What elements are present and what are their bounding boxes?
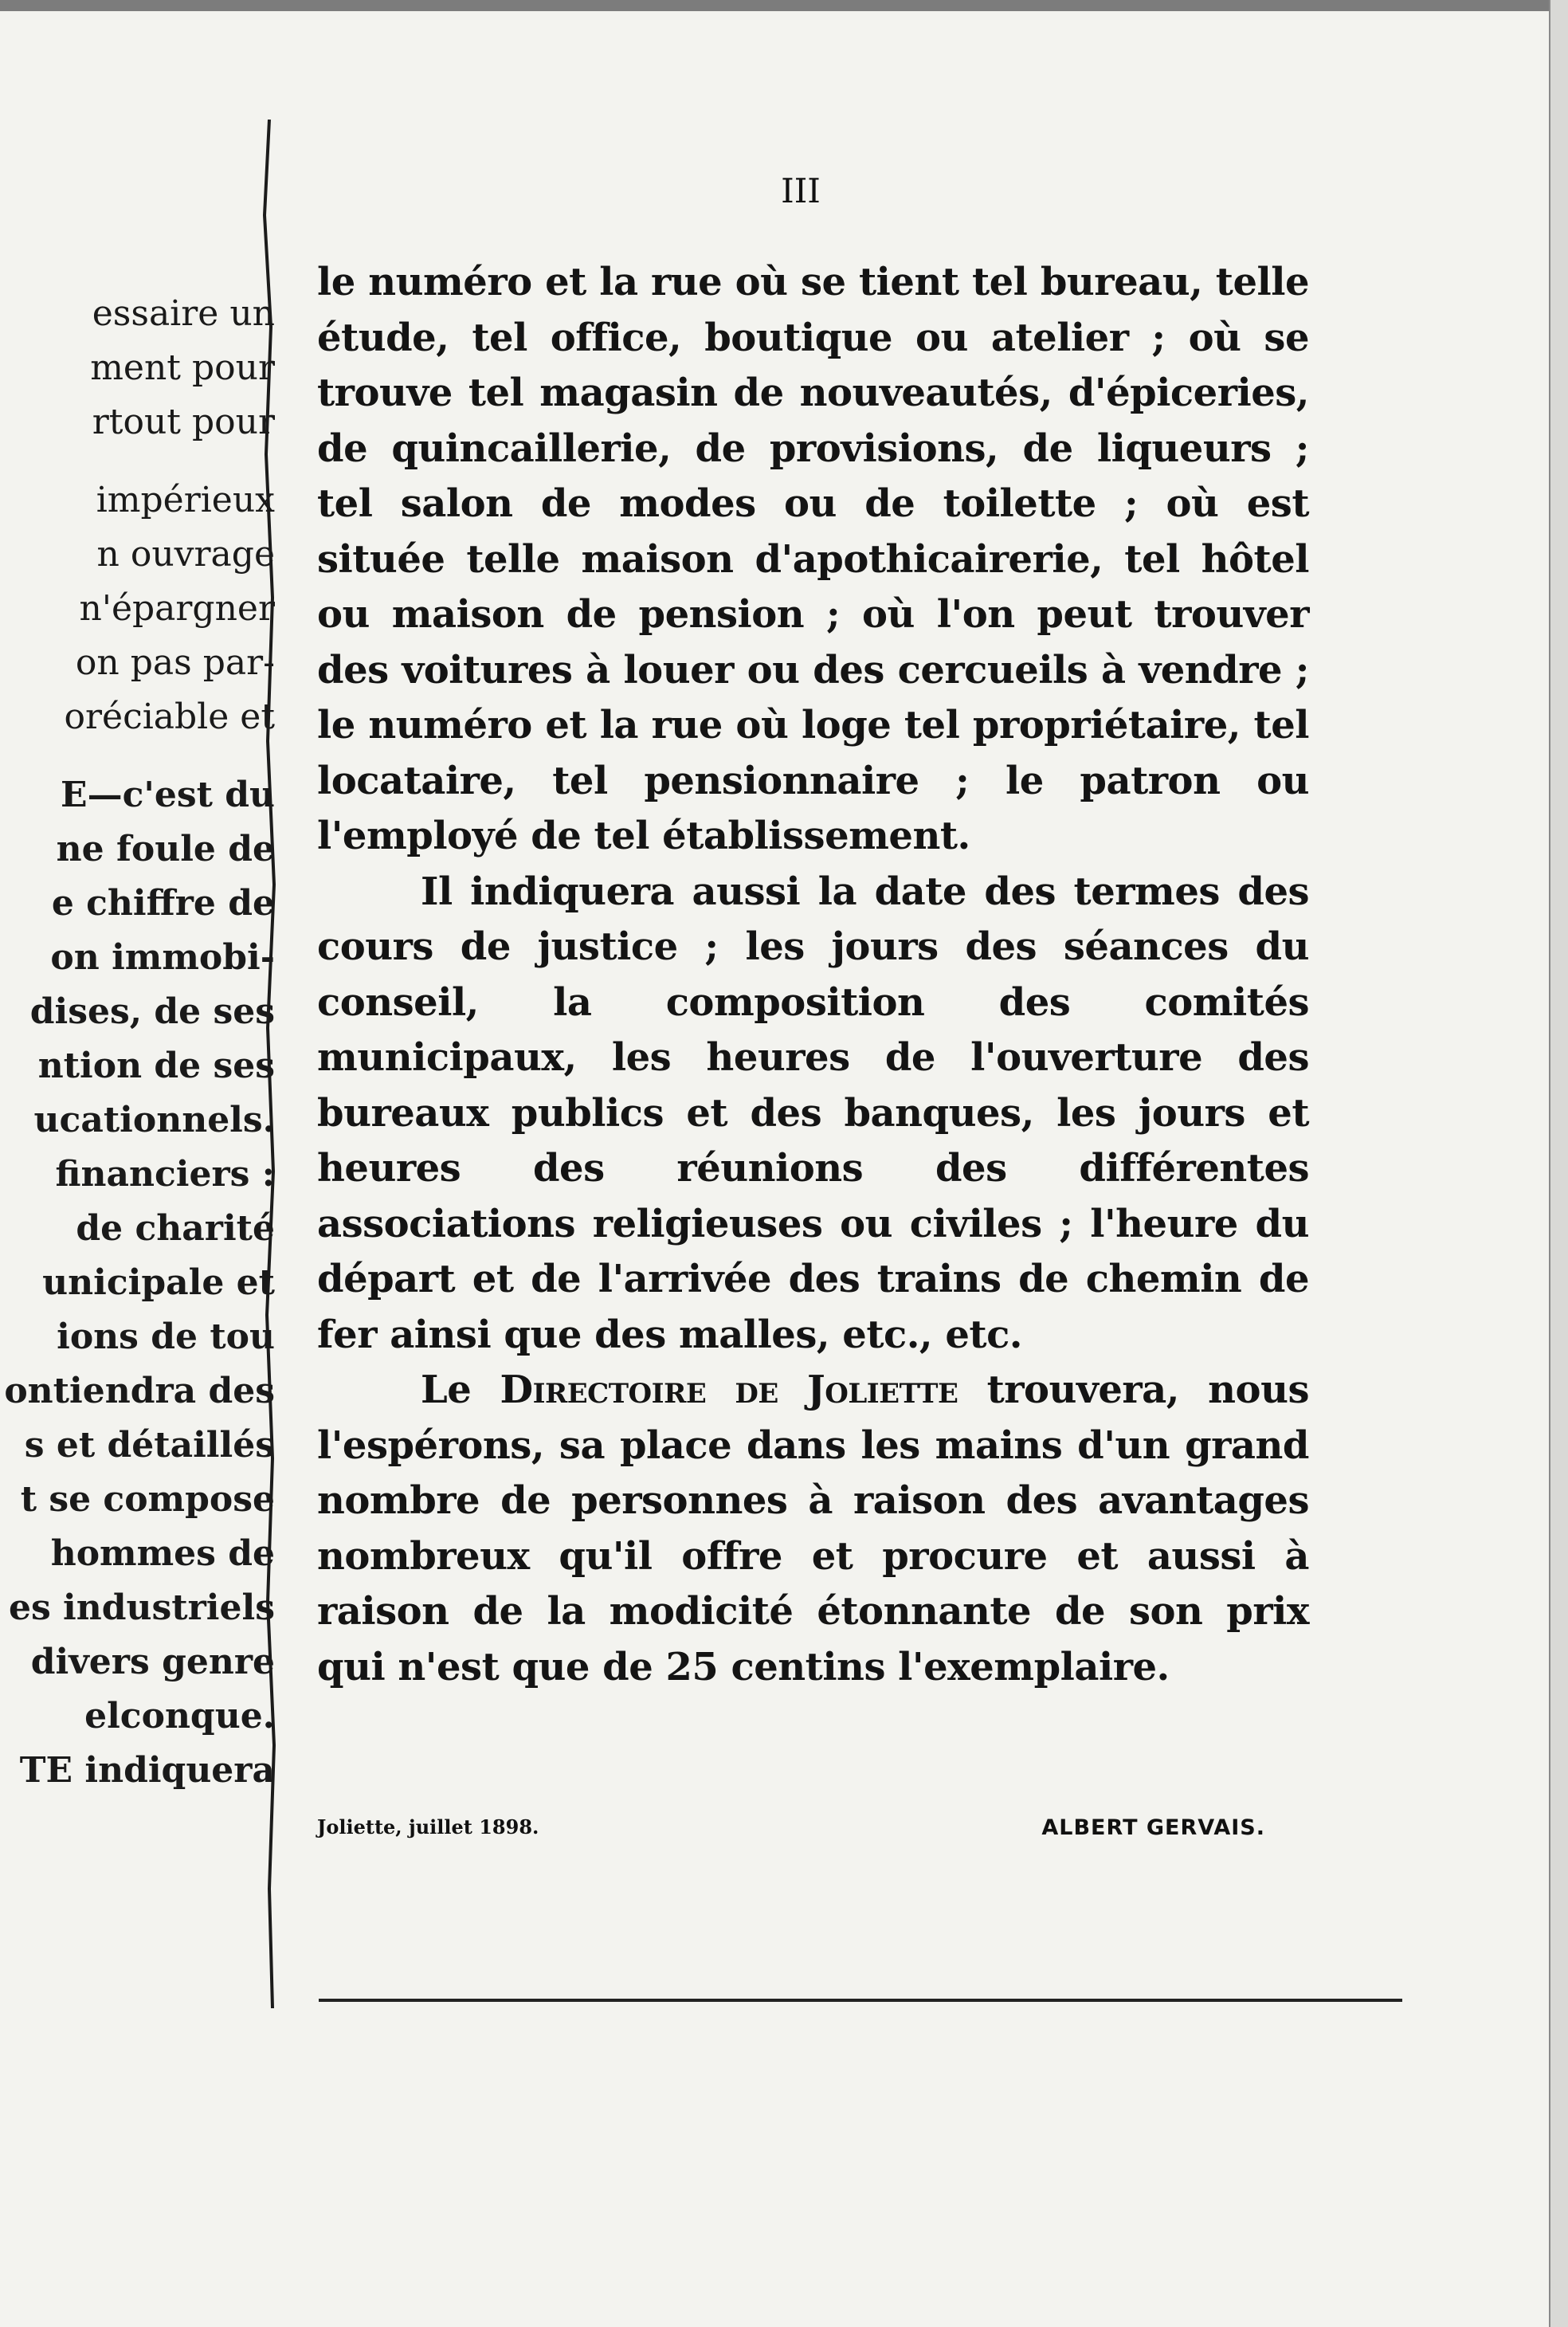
signature-date: Joliette, juillet 1898. bbox=[317, 1815, 539, 1838]
main-text-column bbox=[317, 255, 1309, 1695]
left-line: essaire un bbox=[92, 293, 275, 334]
left-line: divers genre bbox=[30, 1642, 275, 1682]
scan-border-right bbox=[1549, 0, 1568, 2327]
directory-title: Directoire de Joliette bbox=[500, 1368, 958, 1412]
left-line: n ouvrage bbox=[96, 534, 275, 575]
left-line: impérieux bbox=[96, 480, 275, 520]
paragraph-3-start: Le bbox=[421, 1368, 500, 1412]
bottom-rule bbox=[319, 1999, 1402, 2002]
signature-row bbox=[317, 1815, 1265, 1847]
left-page-fragment bbox=[0, 287, 275, 1798]
torn-page-edge bbox=[253, 120, 285, 2008]
left-line: E—c'est du bbox=[61, 775, 275, 815]
left-line: hommes de bbox=[50, 1533, 275, 1574]
left-line: de charité bbox=[76, 1208, 275, 1249]
left-line: ment pour bbox=[90, 347, 275, 388]
paragraph-3 bbox=[317, 1363, 1309, 1695]
left-line: on immobi- bbox=[50, 937, 275, 978]
left-line: ne foule de bbox=[56, 829, 275, 869]
left-line: e chiffre de bbox=[51, 883, 275, 924]
left-line: s et détaillés bbox=[24, 1425, 275, 1466]
paragraph-2: Il indiquera aussi la date des termes des cours de justice ; les jours des séances du conseil, la composition des comités municipaux, les heures de l'ouverture des bureaux publics et des banques, les jours et heures des réunions des différentes associations religieuses ou civiles ; l'heure du départ et de l'arrivée des trains de chemin de fer ainsi que des malles, etc., etc. bbox=[317, 869, 1309, 1357]
paragraph-1: le numéro et la rue où se tient tel bureau, telle étude, tel office, boutique ou atelier ; où se trouve tel magasin de nouveautés, d'épiceries, de quincaillerie, de provisions, de liqueurs ; tel salon de modes ou de toilette ; où est située telle maison d'apothicairerie, tel hôtel ou maison de pension ; où l'on peut trouver des voitures à louer ou des cercueils à vendre ; le numéro et la rue où loge tel propriétaire, tel locataire, tel pensionnaire ; le patron ou l'employé de tel établissement. bbox=[317, 260, 1309, 858]
scan-border-top bbox=[0, 0, 1568, 11]
left-line: ucationnels. bbox=[33, 1100, 275, 1140]
left-line: unicipale et bbox=[42, 1262, 275, 1303]
left-line: rtout pour bbox=[92, 402, 275, 442]
left-line: ions de tou bbox=[57, 1317, 275, 1357]
signature-name: ALBERT GERVAIS. bbox=[1041, 1815, 1265, 1840]
left-line: oréciable et bbox=[64, 697, 275, 737]
paragraph-3-rest: trouvera, nous l'espérons, sa place dans les mains d'un grand nombre de personnes à raison des avantages nombreux qu'il offre et procure et aussi à raison de la modicité étonnante de son prix qui n'est que de 25 centins l'exemplaire. bbox=[317, 1368, 1309, 1689]
left-line: dises, de ses bbox=[29, 991, 275, 1032]
left-line: t se compose bbox=[20, 1479, 275, 1520]
page-number: III bbox=[781, 171, 821, 210]
left-line: elconque. bbox=[84, 1696, 275, 1736]
left-line: TE indiquera bbox=[19, 1750, 275, 1791]
left-line: ntion de ses bbox=[37, 1046, 275, 1086]
left-line: es industriels bbox=[8, 1587, 275, 1628]
left-line: financiers : bbox=[55, 1154, 275, 1195]
left-line: ontiendra des bbox=[4, 1371, 275, 1411]
left-line: on pas par- bbox=[75, 642, 275, 683]
left-line: n'épargner bbox=[79, 588, 275, 629]
